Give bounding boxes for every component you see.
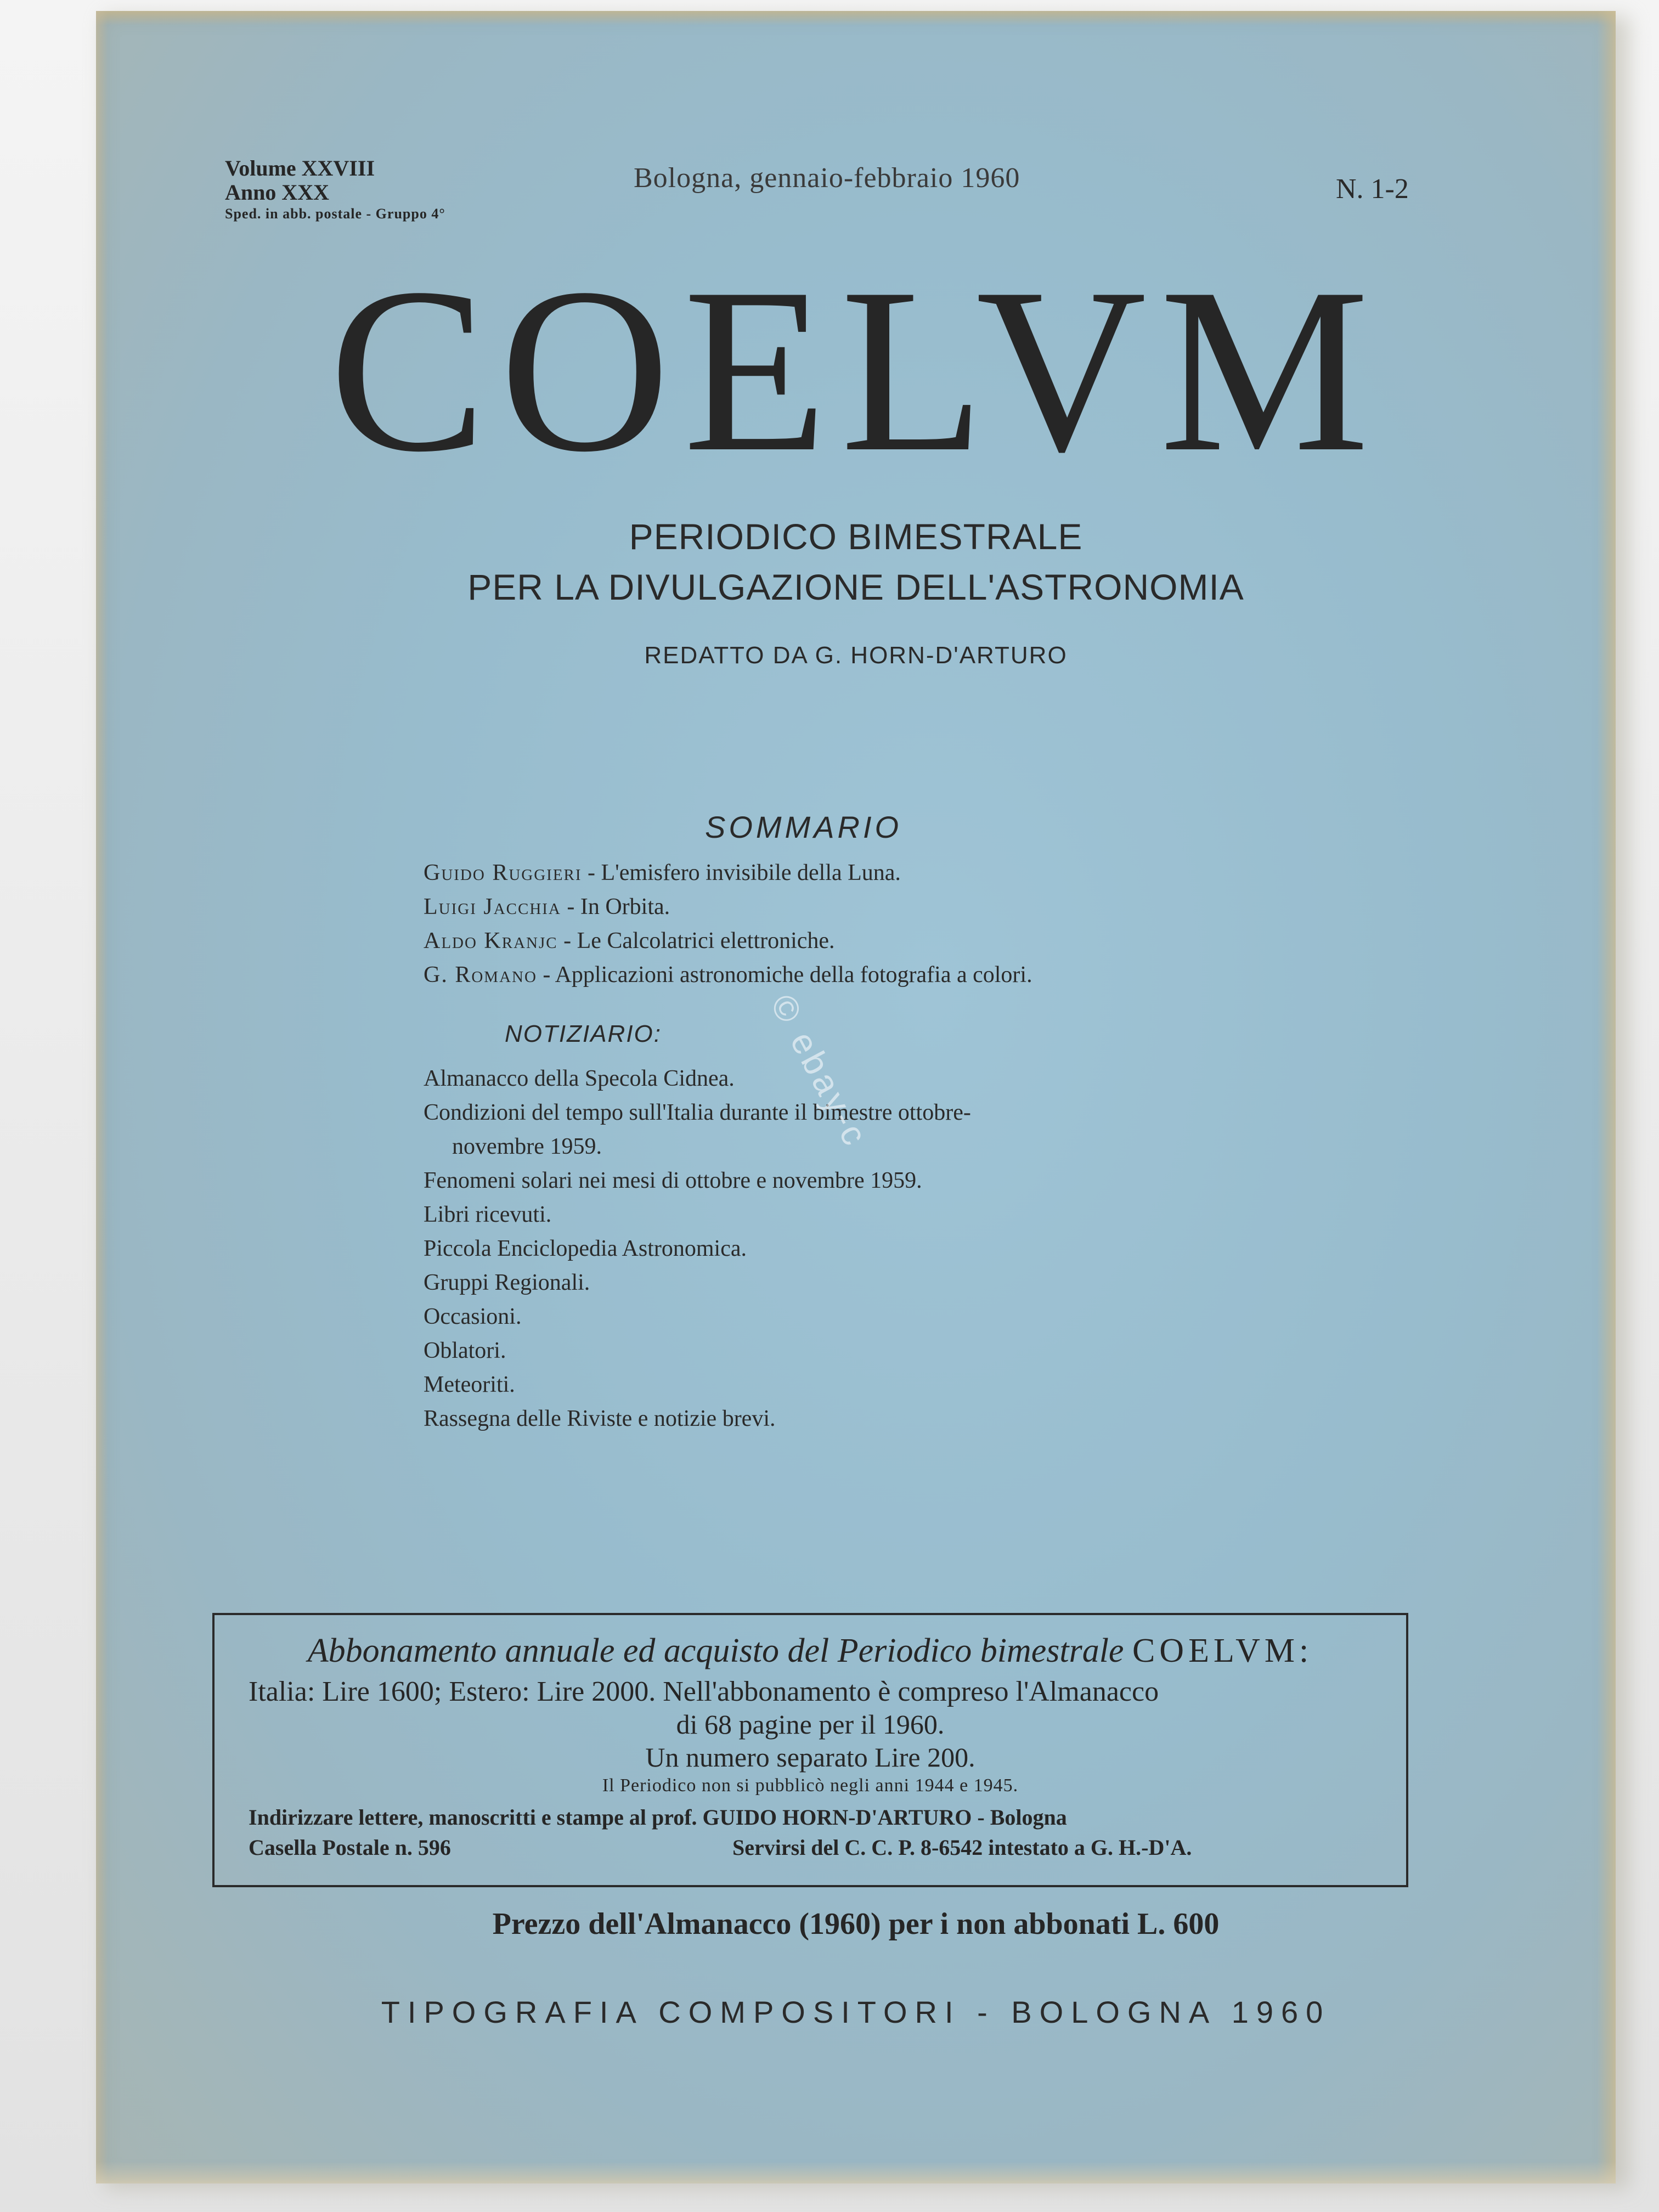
list-item: Almanacco della Specola Cidnea. (424, 1066, 735, 1091)
list-item: Gruppi Regionali. (424, 1270, 590, 1295)
subscription-heading (215, 1632, 1406, 1671)
almanacco-price: Prezzo dell'Almanacco (1960) per i non abbonati L. 600 (492, 1907, 1220, 1941)
news-text: Condizioni del tempo sull'Italia durante il bimestre ottobre- (424, 1100, 971, 1125)
printer-footer: TIPOGRAFIA COMPOSITORI - BOLOGNA 1960 (381, 1995, 1331, 2029)
issue-info (225, 156, 445, 223)
magazine-title: COELVM (329, 240, 1383, 501)
list-item: Meteoriti. (424, 1372, 515, 1397)
news-text-continued: novembre 1959. (452, 1134, 602, 1159)
article-title: - Le Calcolatrici elettroniche. (557, 928, 835, 953)
casella-postale: Casella Postale n. 596 (249, 1835, 451, 1860)
magazine-cover (96, 11, 1616, 2183)
subscription-brand: COELVM: (1132, 1632, 1313, 1669)
sommario-heading: SOMMARIO (705, 810, 902, 844)
place-date: Bologna, gennaio-febbraio 1960 (634, 162, 1020, 194)
list-item (424, 856, 1032, 890)
volume-label: Volume XXVIII (225, 156, 375, 180)
postal-info (249, 1835, 1373, 1860)
list-item: Libri ricevuti. (424, 1202, 552, 1227)
watermark-text: © ebay-c (763, 988, 877, 1154)
subscription-prices: Italia: Lire 1600; Estero: Lire 2000. Nell'abbonamento è compreso l'Almanacco (249, 1676, 1159, 1707)
list-item (424, 924, 1032, 958)
list-item: Piccola Enciclopedia Astronomica. (424, 1236, 747, 1261)
article-author: Aldo Kranjc (424, 928, 558, 953)
spedizione-label: Sped. in abb. postale - Gruppo 4° (225, 206, 445, 222)
subscription-box (212, 1613, 1408, 1887)
editor-line: REDATTO DA G. HORN-D'ARTURO (644, 642, 1068, 669)
single-issue-price: Un numero separato Lire 200. (645, 1742, 975, 1773)
mailing-address: Indirizzare lettere, manoscritti e stampe al prof. GUIDO HORN-D'ARTURO - Bologna (249, 1805, 1067, 1830)
list-item (424, 958, 1032, 992)
list-item (424, 890, 1032, 924)
cover-edge-top (96, 11, 1616, 25)
publication-note: Il Periodico non si pubblicò negli anni 1944 e 1945. (602, 1775, 1019, 1796)
subtitle-line1: PERIODICO BIMESTRALE (629, 516, 1083, 557)
ccp-info: Servirsi del C. C. P. 8-6542 intestato a G. H.-D'A. (732, 1835, 1192, 1860)
article-title: - L'emisfero invisibile della Luna. (582, 860, 901, 885)
article-author: Guido Ruggieri (424, 860, 582, 885)
notiziario-list (424, 1062, 971, 1436)
list-item: Rassegna delle Riviste e notizie brevi. (424, 1406, 776, 1431)
article-author: Luigi Jacchia (424, 894, 561, 919)
cover-edge-bottom (96, 2162, 1616, 2183)
notiziario-heading: NOTIZIARIO: (505, 1020, 662, 1047)
article-title: - Applicazioni astronomiche della fotografia a colori. (537, 962, 1032, 988)
subscription-heading-text: Abbonamento annuale ed acquisto del Periodico bimestrale (307, 1632, 1124, 1669)
article-author: G. Romano (424, 962, 537, 988)
article-title: - In Orbita. (561, 894, 670, 919)
list-item (424, 1096, 971, 1164)
anno-label: Anno XXX (225, 180, 330, 205)
list-item: Oblatori. (424, 1338, 506, 1363)
issue-number: N. 1-2 (1336, 173, 1409, 205)
sommario-list (424, 856, 1032, 992)
subtitle-line2: PER LA DIVULGAZIONE DELL'ASTRONOMIA (467, 567, 1244, 607)
list-item: Fenomeni solari nei mesi di ottobre e novembre 1959. (424, 1168, 922, 1193)
almanacco-pages: di 68 pagine per il 1960. (676, 1709, 945, 1740)
list-item: Occasioni. (424, 1304, 522, 1329)
